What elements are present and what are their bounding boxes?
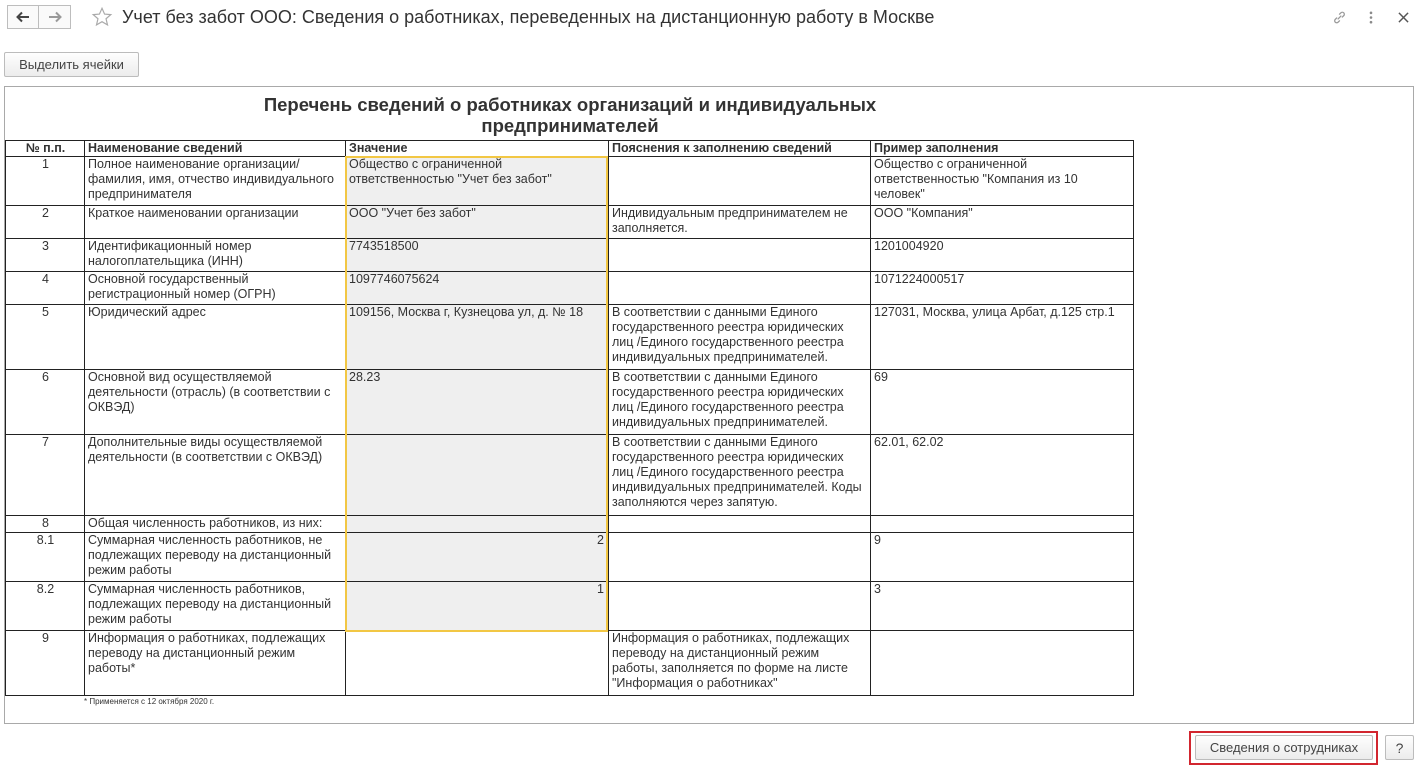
row-example[interactable]: 3 — [871, 582, 1134, 631]
footnote: * Применяется с 12 октября 2020 г. — [84, 697, 215, 706]
row-note[interactable]: В соответствии с данными Единого государственного реестра юридических лиц /Единого государственного реестра индивидуальных предпринимателей. Коды заполняются через запятую. — [609, 435, 871, 516]
row-name[interactable]: Юридический адрес — [85, 305, 346, 370]
column-header-example[interactable]: Пример заполнения — [871, 141, 1134, 157]
table-row — [6, 239, 1134, 272]
row-number[interactable]: 7 — [6, 435, 85, 516]
row-value[interactable]: 28.23 — [346, 370, 609, 435]
row-value[interactable]: 109156, Москва г, Кузнецова ул, д. № 18 — [346, 305, 609, 370]
row-value[interactable]: ООО "Учет без забот" — [346, 206, 609, 239]
row-note[interactable]: Информация о работниках, подлежащих переводу на дистанционный режим работы, заполняется по форме на листе "Информация о работниках" — [609, 631, 871, 696]
table-row — [6, 305, 1134, 370]
arrow-right-icon — [48, 11, 62, 23]
select-cells-button[interactable]: Выделить ячейки — [4, 52, 139, 77]
row-name[interactable]: Дополнительные виды осуществляемой деятельности (в соответствии с ОКВЭД) — [85, 435, 346, 516]
table-row — [6, 533, 1134, 582]
document-title: Перечень сведений о работниках организаций и индивидуальных предпринимателей — [263, 94, 877, 136]
row-value[interactable]: 1097746075624 — [346, 272, 609, 305]
forward-button[interactable] — [39, 5, 71, 29]
info-table — [5, 140, 1134, 696]
row-example[interactable]: ООО "Компания" — [871, 206, 1134, 239]
row-name[interactable]: Основной государственный регистрационный номер (ОГРН) — [85, 272, 346, 305]
row-number[interactable]: 1 — [6, 157, 85, 206]
row-name[interactable]: Идентификационный номер налогоплательщика (ИНН) — [85, 239, 346, 272]
row-value[interactable]: 7743518500 — [346, 239, 609, 272]
row-note[interactable] — [609, 582, 871, 631]
row-value[interactable] — [346, 516, 609, 533]
row-number[interactable]: 8.2 — [6, 582, 85, 631]
table-header-row — [6, 141, 1134, 157]
row-name[interactable]: Общая численность работников, из них: — [85, 516, 346, 533]
table-row — [6, 631, 1134, 696]
row-note[interactable] — [609, 272, 871, 305]
employees-info-button[interactable]: Сведения о сотрудниках — [1195, 735, 1373, 760]
row-number[interactable]: 3 — [6, 239, 85, 272]
row-example[interactable]: 62.01, 62.02 — [871, 435, 1134, 516]
table-row — [6, 435, 1134, 516]
row-example[interactable]: 9 — [871, 533, 1134, 582]
table-row — [6, 157, 1134, 206]
column-header-value[interactable]: Значение — [346, 141, 609, 157]
row-name[interactable]: Суммарная численность работников, подлежащих переводу на дистанционный режим работы — [85, 582, 346, 631]
row-example[interactable]: 1201004920 — [871, 239, 1134, 272]
column-header-name[interactable]: Наименование сведений — [85, 141, 346, 157]
row-number[interactable]: 4 — [6, 272, 85, 305]
row-example[interactable] — [871, 516, 1134, 533]
table-row — [6, 582, 1134, 631]
row-note[interactable] — [609, 239, 871, 272]
row-name[interactable]: Краткое наименовании организации — [85, 206, 346, 239]
row-value[interactable]: 1 — [346, 582, 609, 631]
close-icon[interactable] — [1395, 8, 1411, 26]
row-example[interactable]: Общество с ограниченной ответственностью "Компания из 10 человек" — [871, 157, 1134, 206]
row-number[interactable]: 6 — [6, 370, 85, 435]
row-note[interactable] — [609, 516, 871, 533]
help-button[interactable]: ? — [1385, 735, 1414, 760]
row-value[interactable] — [346, 631, 609, 696]
star-icon[interactable] — [91, 6, 113, 28]
navigation-buttons — [7, 5, 71, 29]
table-row — [6, 206, 1134, 239]
row-note[interactable]: В соответствии с данными Единого государственного реестра юридических лиц /Единого государственного реестра индивидуальных предпринимателей. — [609, 370, 871, 435]
row-example[interactable]: 1071224000517 — [871, 272, 1134, 305]
column-header-notes[interactable]: Пояснения к заполнению сведений — [609, 141, 871, 157]
row-note[interactable] — [609, 157, 871, 206]
row-number[interactable]: 2 — [6, 206, 85, 239]
spreadsheet-document[interactable] — [4, 86, 1414, 724]
row-number[interactable]: 8.1 — [6, 533, 85, 582]
row-number[interactable]: 5 — [6, 305, 85, 370]
row-number[interactable]: 9 — [6, 631, 85, 696]
row-example[interactable]: 69 — [871, 370, 1134, 435]
row-name[interactable]: Суммарная численность работников, не подлежащих переводу на дистанционный режим работы — [85, 533, 346, 582]
row-example[interactable]: 127031, Москва, улица Арбат, д.125 стр.1 — [871, 305, 1134, 370]
row-note[interactable]: В соответствии с данными Единого государственного реестра юридических лиц /Единого государственного реестра индивидуальных предпринимателей. — [609, 305, 871, 370]
row-example[interactable] — [871, 631, 1134, 696]
column-header-number[interactable]: № п.п. — [6, 141, 85, 157]
window-actions — [1331, 8, 1411, 26]
table-row — [6, 272, 1134, 305]
arrow-left-icon — [16, 11, 30, 23]
window-title: Учет без забот ООО: Сведения о работниках, переведенных на дистанционную работу в Москве — [122, 7, 935, 27]
table-row — [6, 516, 1134, 533]
row-name[interactable]: Информация о работниках, подлежащих переводу на дистанционный режим работы* — [85, 631, 346, 696]
row-value[interactable]: Общество с ограниченной ответственностью "Учет без забот" — [346, 157, 609, 206]
row-note[interactable] — [609, 533, 871, 582]
row-value[interactable] — [346, 435, 609, 516]
link-icon[interactable] — [1331, 8, 1347, 26]
row-value[interactable]: 2 — [346, 533, 609, 582]
row-name[interactable]: Полное наименование организации/ фамилия, имя, отчество индивидуального предпринимателя — [85, 157, 346, 206]
row-name[interactable]: Основной вид осуществляемой деятельности (отрасль) (в соответствии с ОКВЭД) — [85, 370, 346, 435]
back-button[interactable] — [7, 5, 39, 29]
row-note[interactable]: Индивидуальным предпринимателем не заполняется. — [609, 206, 871, 239]
more-vertical-icon[interactable] — [1363, 8, 1379, 26]
window-header — [0, 0, 1423, 36]
row-number[interactable]: 8 — [6, 516, 85, 533]
table-row — [6, 370, 1134, 435]
